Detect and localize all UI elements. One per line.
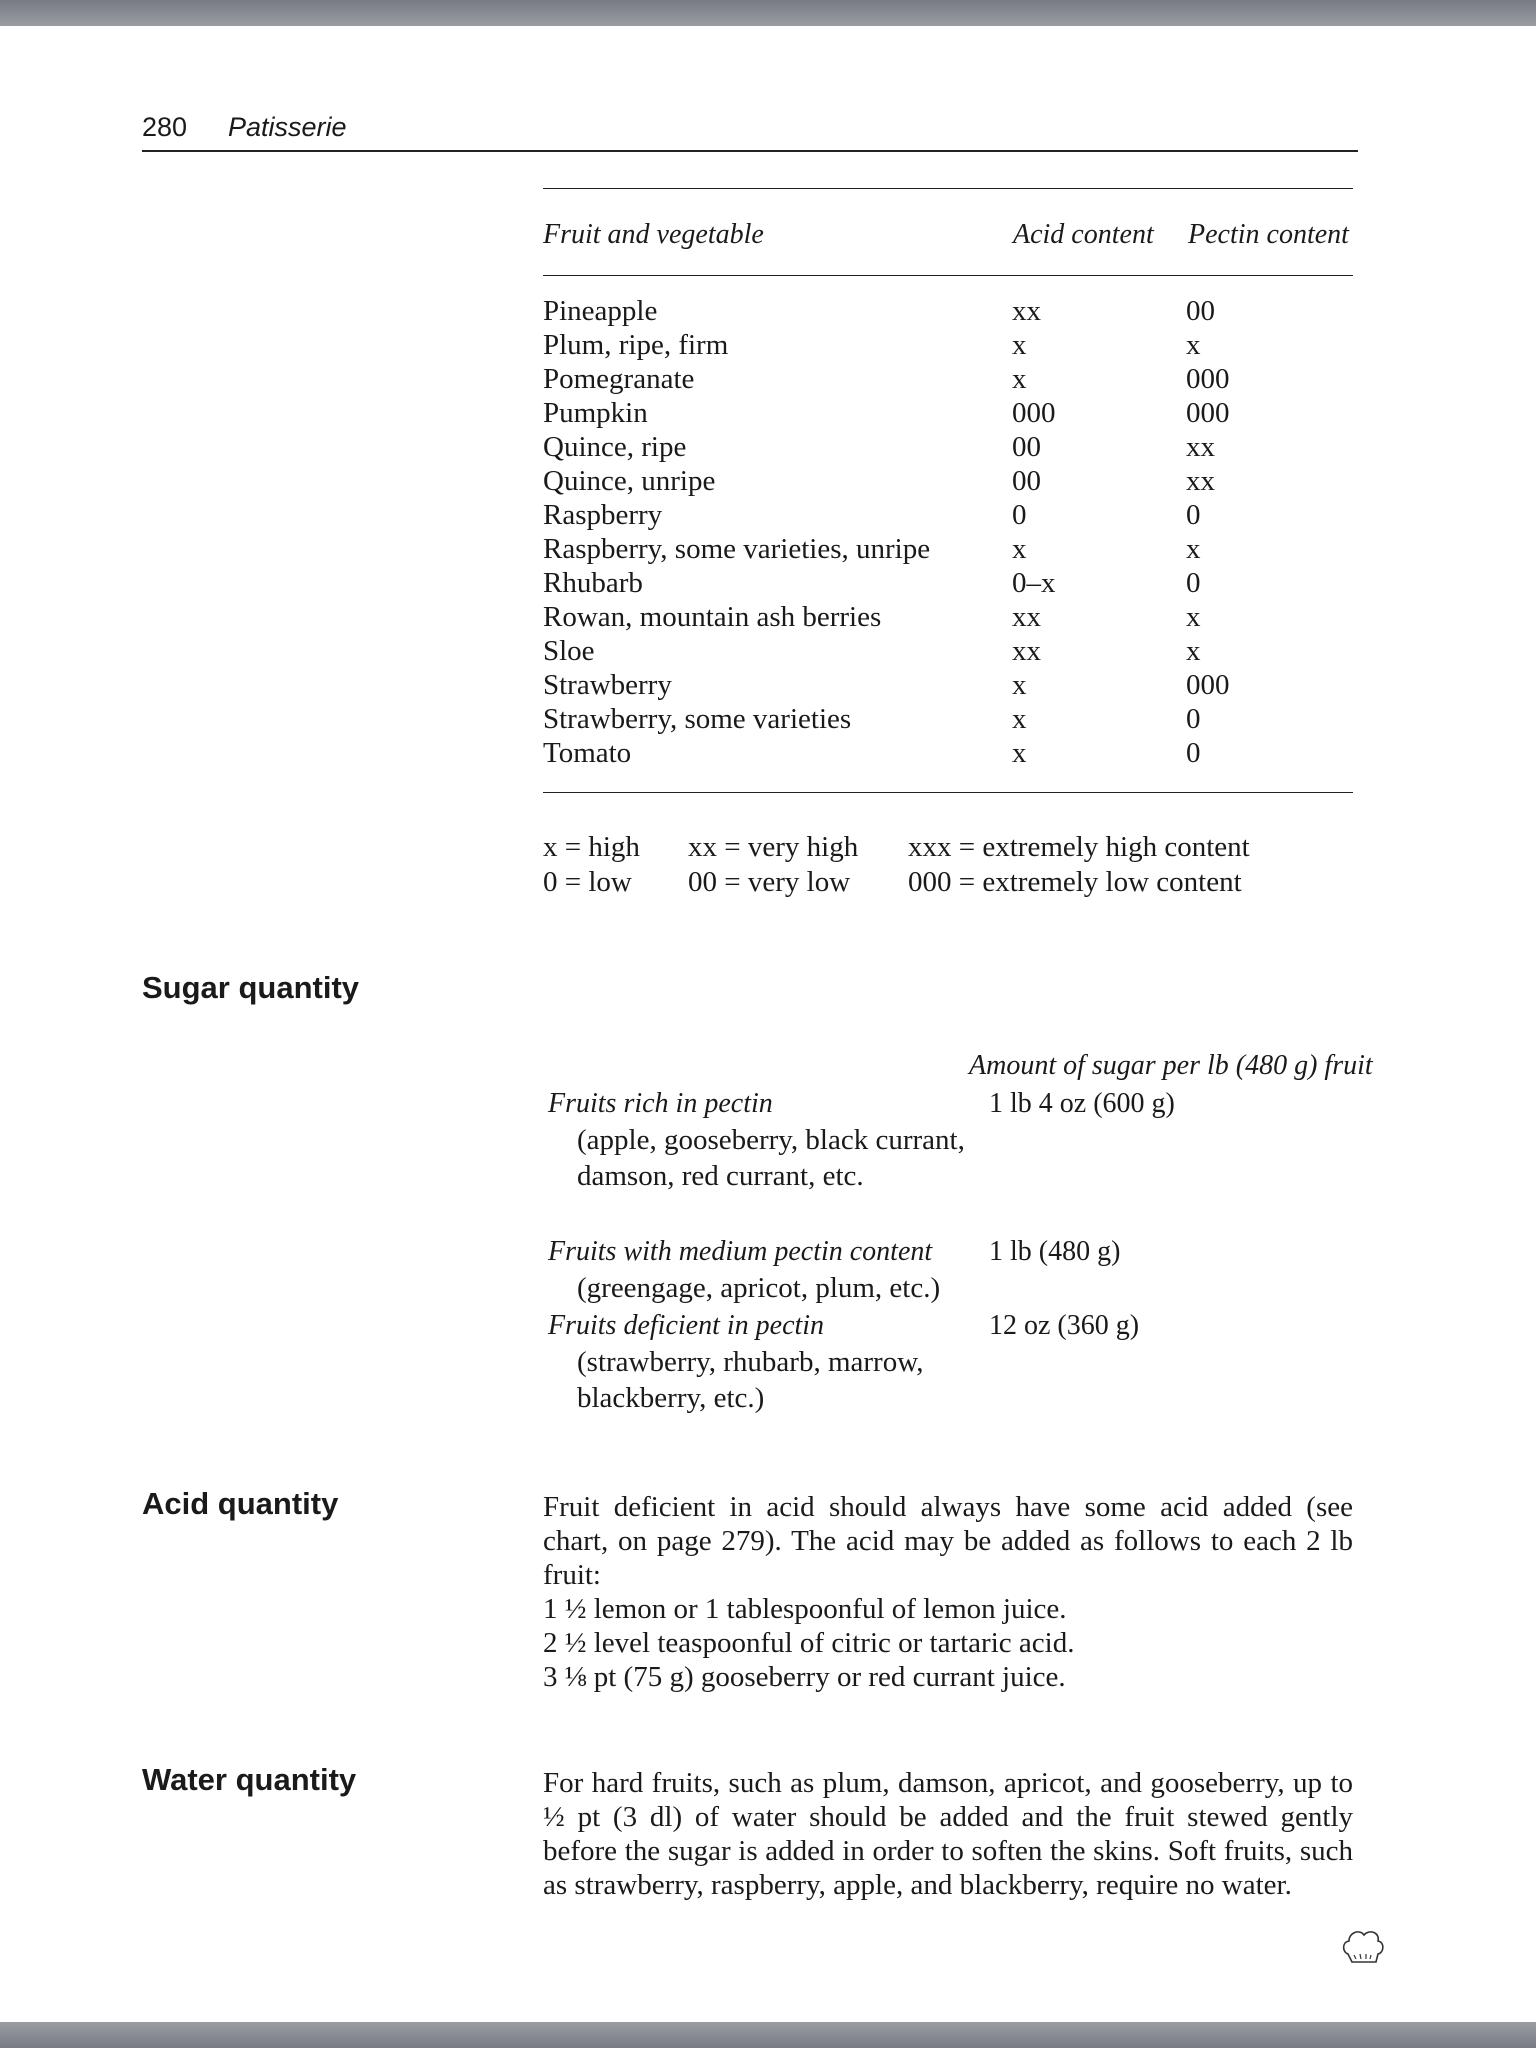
acid-quantity-heading: Acid quantity (142, 1486, 339, 1521)
pectin-content-cell: 00 (1186, 295, 1215, 327)
fruit-name-cell: Pumpkin (543, 397, 648, 429)
acid-intro: Fruit deficient in acid should always have some acid added (see chart, on page 279). The acid may be added as follows to each 2 lb fruit: (543, 1491, 1353, 1591)
category-examples: (strawberry, rhubarb, marrow, blackberry, etc.) (577, 1346, 924, 1414)
pectin-content-cell: 000 (1186, 397, 1230, 429)
acid-content-cell: xx (1012, 295, 1041, 327)
legend-item: 000 = extremely low content (908, 866, 1242, 898)
table-row (543, 566, 1353, 600)
fruit-name-cell: Pineapple (543, 295, 658, 327)
table-row (543, 702, 1353, 736)
table-row (543, 464, 1353, 498)
table-row (543, 328, 1353, 362)
table-row (543, 498, 1353, 532)
bottom-scan-edge (0, 2022, 1536, 2048)
fruit-name-cell: Rhubarb (543, 567, 643, 599)
pectin-content-cell: xx (1186, 465, 1215, 497)
water-quantity-heading: Water quantity (142, 1762, 357, 1797)
fruit-name-cell: Raspberry (543, 499, 663, 531)
table-header (543, 189, 1353, 275)
acid-content-cell: 00 (1012, 465, 1041, 497)
legend-row (543, 865, 1303, 900)
pectin-content-cell: 000 (1186, 363, 1230, 395)
chef-hat-icon (1340, 1924, 1386, 1968)
sugar-quantity-heading: Sugar quantity (142, 970, 360, 1005)
acid-option: 3 ⅛ pt (75 g) gooseberry or red currant juice. (543, 1661, 1066, 1693)
fruit-name-cell: Raspberry, some varieties, unripe (543, 533, 931, 565)
acid-content-cell: 00 (1012, 431, 1041, 463)
sugar-category-medium (548, 1234, 978, 1306)
sugar-amount: 1 lb (480 g) (989, 1236, 1121, 1267)
fruit-name-cell: Strawberry, some varieties (543, 703, 852, 735)
table-body (543, 276, 1353, 792)
legend-item: 00 = very low (688, 866, 851, 898)
running-title: Patisserie (228, 112, 347, 142)
pectin-content-cell: x (1186, 533, 1201, 565)
pectin-content-cell: 0 (1186, 703, 1201, 735)
table-row (543, 736, 1353, 770)
acid-content-cell: x (1012, 703, 1027, 735)
category-examples: (greengage, apricot, plum, etc.) (577, 1272, 941, 1304)
sugar-amount: 12 oz (360 g) (989, 1310, 1140, 1341)
category-label: Fruits rich in pectin (548, 1088, 773, 1119)
pectin-content-cell: 000 (1186, 669, 1230, 701)
column-header-pectin: Pectin content (1188, 219, 1349, 250)
table-bottom-rule (543, 792, 1353, 793)
acid-content-cell: xx (1012, 635, 1041, 667)
table-row (543, 362, 1353, 396)
sugar-amount: 1 lb 4 oz (600 g) (989, 1088, 1175, 1119)
fruit-name-cell: Quince, ripe (543, 431, 687, 463)
sugar-category-deficient (548, 1308, 978, 1416)
legend-item: xx = very high (688, 831, 859, 863)
pectin-content-cell: x (1186, 601, 1201, 633)
category-label: Fruits with medium pectin content (548, 1236, 933, 1267)
fruit-name-cell: Tomato (543, 737, 632, 769)
table-row (543, 532, 1353, 566)
acid-option: 1 ½ lemon or 1 tablespoonful of lemon juice. (543, 1593, 1067, 1625)
table-row (543, 600, 1353, 634)
sugar-category-rich (548, 1086, 978, 1194)
category-examples: (apple, gooseberry, black currant, damson, red currant, etc. (577, 1124, 965, 1192)
top-scan-edge (0, 0, 1536, 26)
acid-content-cell: x (1012, 669, 1027, 701)
page-number: 280 (142, 112, 188, 142)
water-paragraph: For hard fruits, such as plum, damson, apricot, and gooseberry, up to ½ pt (3 dl) of water should be added and the fruit stewed gently before the sugar is added in order to soften the skins. Soft fruits, such as strawberry, raspberry, apple, and blackberry, require no water. (543, 1767, 1353, 1901)
legend-item: xxx = extremely high content (908, 831, 1250, 863)
acid-content-cell: 0 (1012, 499, 1027, 531)
table-legend (543, 830, 1303, 900)
fruit-name-cell: Strawberry (543, 669, 672, 701)
table-row (543, 634, 1353, 668)
pectin-content-cell: x (1186, 329, 1201, 361)
acid-content-cell: x (1012, 737, 1027, 769)
table-row (543, 294, 1353, 328)
sugar-amount-caption: Amount of sugar per lb (480 g) fruit (969, 1050, 1373, 1081)
fruit-name-cell: Pomegranate (543, 363, 695, 395)
column-header-fruit: Fruit and vegetable (543, 219, 764, 250)
fruit-acid-pectin-table (543, 188, 1353, 793)
pectin-content-cell: 0 (1186, 499, 1201, 531)
pectin-content-cell: x (1186, 635, 1201, 667)
legend-item: 0 = low (543, 866, 632, 898)
acid-content-cell: x (1012, 329, 1027, 361)
pectin-content-cell: 0 (1186, 737, 1201, 769)
acid-content-cell: x (1012, 363, 1027, 395)
water-quantity-text (543, 1766, 1353, 1902)
pectin-content-cell: 0 (1186, 567, 1201, 599)
legend-row (543, 830, 1303, 865)
table-row (543, 396, 1353, 430)
acid-content-cell: xx (1012, 601, 1041, 633)
fruit-name-cell: Rowan, mountain ash berries (543, 601, 882, 633)
category-label: Fruits deficient in pectin (548, 1310, 825, 1341)
pectin-content-cell: xx (1186, 431, 1215, 463)
acid-content-cell: x (1012, 533, 1027, 565)
acid-content-cell: 0–x (1012, 567, 1056, 599)
fruit-name-cell: Plum, ripe, firm (543, 329, 729, 361)
table-row (543, 668, 1353, 702)
column-header-acid: Acid content (1013, 219, 1154, 250)
table-row (543, 430, 1353, 464)
acid-content-cell: 000 (1012, 397, 1056, 429)
fruit-name-cell: Quince, unripe (543, 465, 716, 497)
fruit-name-cell: Sloe (543, 635, 595, 667)
running-header (142, 108, 1358, 152)
acid-option: 2 ½ level teaspoonful of citric or tartaric acid. (543, 1627, 1075, 1659)
acid-quantity-text (543, 1490, 1353, 1694)
legend-item: x = high (543, 831, 640, 863)
